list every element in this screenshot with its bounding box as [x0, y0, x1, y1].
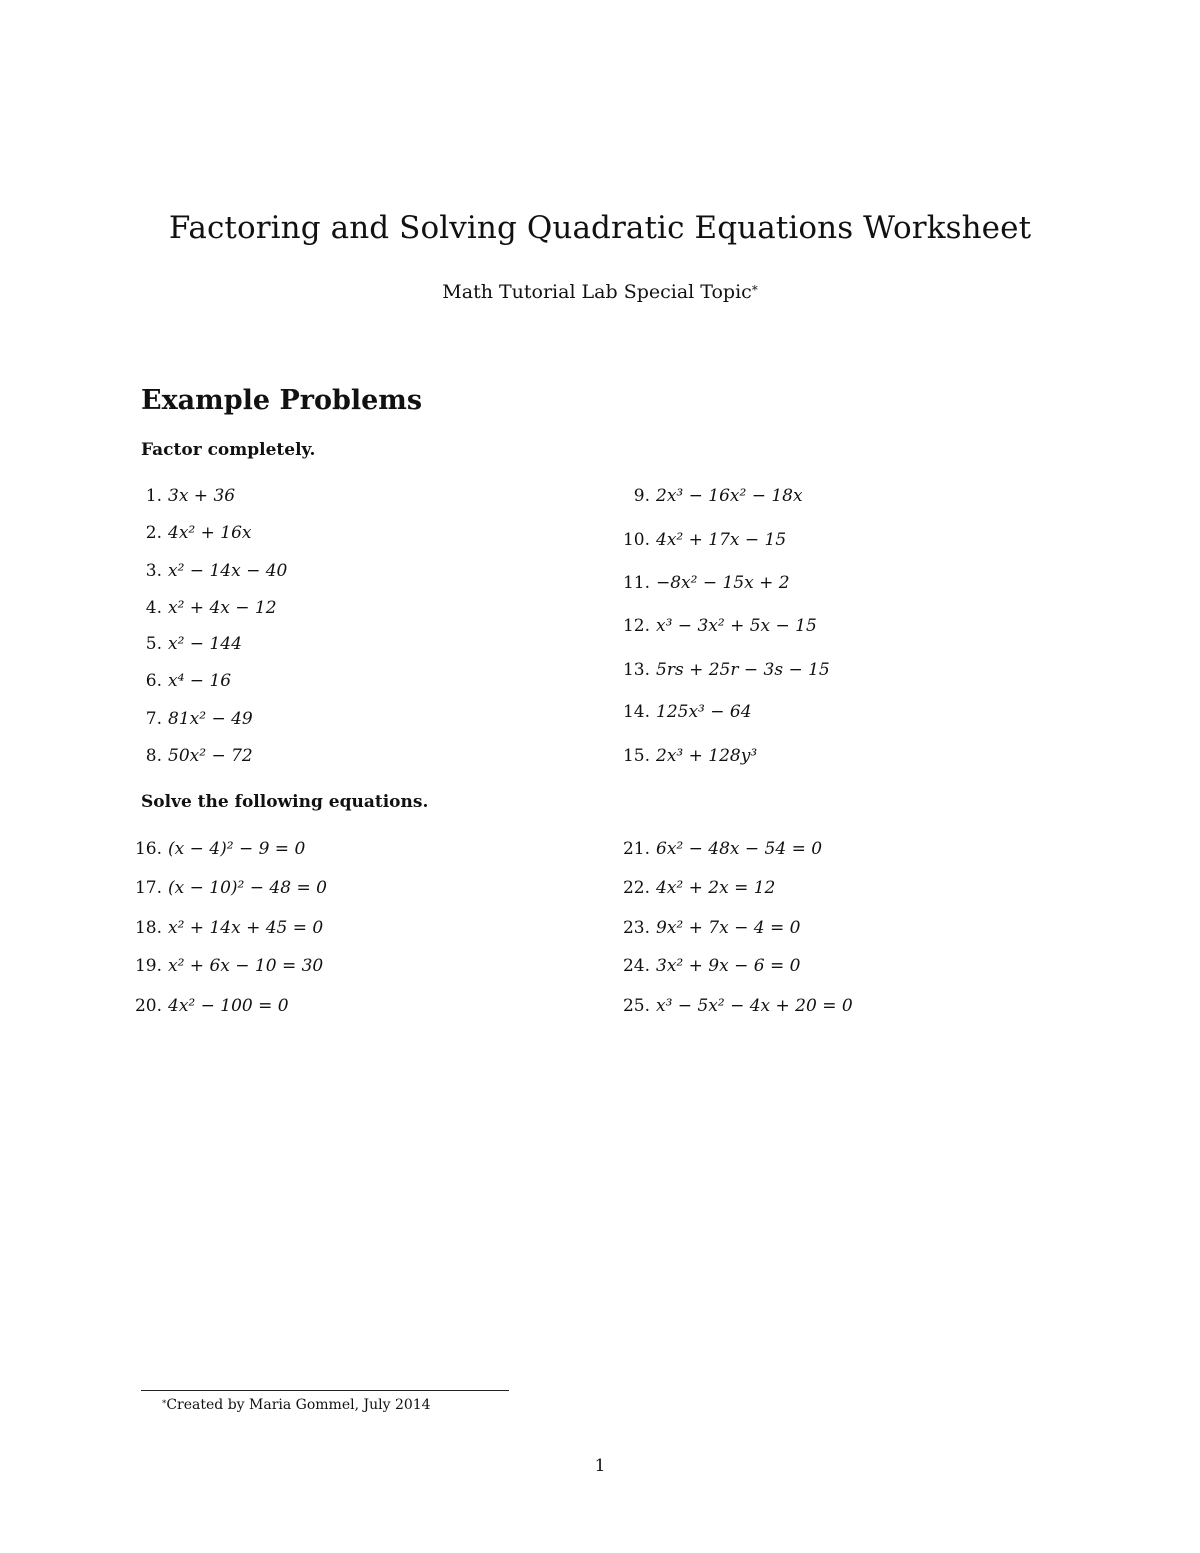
problem-25 [608, 995, 853, 1017]
page-number: 1 [594, 1456, 606, 1476]
problem-6 [120, 670, 231, 692]
problem-21 [608, 838, 822, 860]
problem-7 [120, 708, 253, 730]
problem-expression: x² − 14x − 40 [168, 561, 288, 581]
footnote-text: Created by Maria Gommel, July 2014 [166, 1397, 431, 1413]
problem-expression: 5rs + 25r − 3s − 15 [656, 660, 830, 680]
problem-number: 7. [145, 709, 162, 729]
problem-18 [120, 917, 323, 939]
problem-expression: −8x² − 15x + 2 [656, 573, 790, 593]
problem-expression: 50x² − 72 [168, 746, 253, 766]
problem-expression: 81x² − 49 [168, 709, 253, 729]
problem-expression: x⁴ − 16 [168, 671, 232, 691]
problem-number: 20. [134, 996, 162, 1016]
problem-1 [120, 485, 235, 507]
problem-number: 8. [145, 746, 162, 766]
problem-number: 5. [145, 634, 162, 654]
problem-16 [120, 838, 305, 860]
problem-number: 25. [622, 996, 650, 1016]
problem-number: 16. [134, 839, 162, 859]
problem-number: 6. [145, 671, 162, 691]
problem-15 [608, 745, 757, 767]
problem-19 [120, 955, 323, 977]
problem-expression: x² + 14x + 45 = 0 [168, 918, 324, 938]
problem-expression: 4x² + 16x [168, 523, 252, 543]
problem-number: 2. [145, 523, 162, 543]
problem-14 [608, 701, 752, 723]
problem-number: 12. [622, 616, 650, 636]
problem-number: 23. [622, 918, 650, 938]
problem-number: 22. [622, 878, 650, 898]
document-title: Factoring and Solving Quadratic Equations Worksheet [168, 210, 1032, 246]
problem-expression: x² + 6x − 10 = 30 [168, 956, 324, 976]
problem-expression: (x − 10)² − 48 = 0 [168, 878, 327, 898]
problem-expression: 3x² + 9x − 6 = 0 [656, 956, 801, 976]
problem-5 [120, 633, 242, 655]
problem-expression: 4x² + 17x − 15 [656, 530, 787, 550]
problem-8 [120, 745, 253, 767]
footnote-mark: * [162, 1398, 167, 1409]
problem-expression: 4x² − 100 = 0 [168, 996, 289, 1016]
problem-expression: x³ − 3x² + 5x − 15 [656, 616, 817, 636]
footnote-rule [141, 1390, 509, 1391]
problem-number: 10. [622, 530, 650, 550]
problem-expression: 4x² + 2x = 12 [656, 878, 776, 898]
problem-number: 4. [145, 598, 162, 618]
problem-number: 11. [622, 573, 650, 593]
problem-number: 15. [622, 746, 650, 766]
problem-number: 3. [145, 561, 162, 581]
problem-expression: x² − 144 [168, 634, 242, 654]
problem-number: 14. [622, 702, 650, 722]
problem-12 [608, 615, 817, 637]
problem-expression: 125x³ − 64 [656, 702, 752, 722]
problem-expression: x² + 4x − 12 [168, 598, 277, 618]
problem-number: 9. [633, 486, 650, 506]
footnote [162, 1397, 431, 1413]
document-subtitle [0, 281, 1200, 303]
solve-instruction: Solve the following equations. [141, 792, 429, 812]
footnote-marker: * [751, 282, 758, 297]
problem-expression: x³ − 5x² − 4x + 20 = 0 [656, 996, 853, 1016]
problem-number: 18. [134, 918, 162, 938]
problem-expression: 2x³ + 128y³ [656, 746, 758, 766]
problem-4 [120, 597, 277, 619]
section-heading: Example Problems [141, 385, 423, 416]
problem-expression: (x − 4)² − 9 = 0 [168, 839, 306, 859]
factor-instruction: Factor completely. [141, 440, 316, 460]
problem-10 [608, 529, 786, 551]
problem-expression: 9x² + 7x − 4 = 0 [656, 918, 801, 938]
problem-3 [120, 560, 287, 582]
subtitle-text: Math Tutorial Lab Special Topic [442, 281, 752, 303]
problem-9 [608, 485, 803, 507]
problem-23 [608, 917, 800, 939]
problem-expression: 3x + 36 [168, 486, 236, 506]
problem-number: 24. [622, 956, 650, 976]
problem-number: 1. [145, 486, 162, 506]
problem-11 [608, 572, 790, 594]
problem-24 [608, 955, 800, 977]
problem-number: 21. [622, 839, 650, 859]
problem-number: 13. [622, 660, 650, 680]
problem-22 [608, 877, 775, 899]
problem-13 [608, 659, 830, 681]
problem-expression: 2x³ − 16x² − 18x [656, 486, 803, 506]
problem-number: 17. [134, 878, 162, 898]
problem-2 [120, 522, 252, 544]
problem-20 [120, 995, 289, 1017]
problem-17 [120, 877, 327, 899]
problem-number: 19. [134, 956, 162, 976]
problem-expression: 6x² − 48x − 54 = 0 [656, 839, 823, 859]
